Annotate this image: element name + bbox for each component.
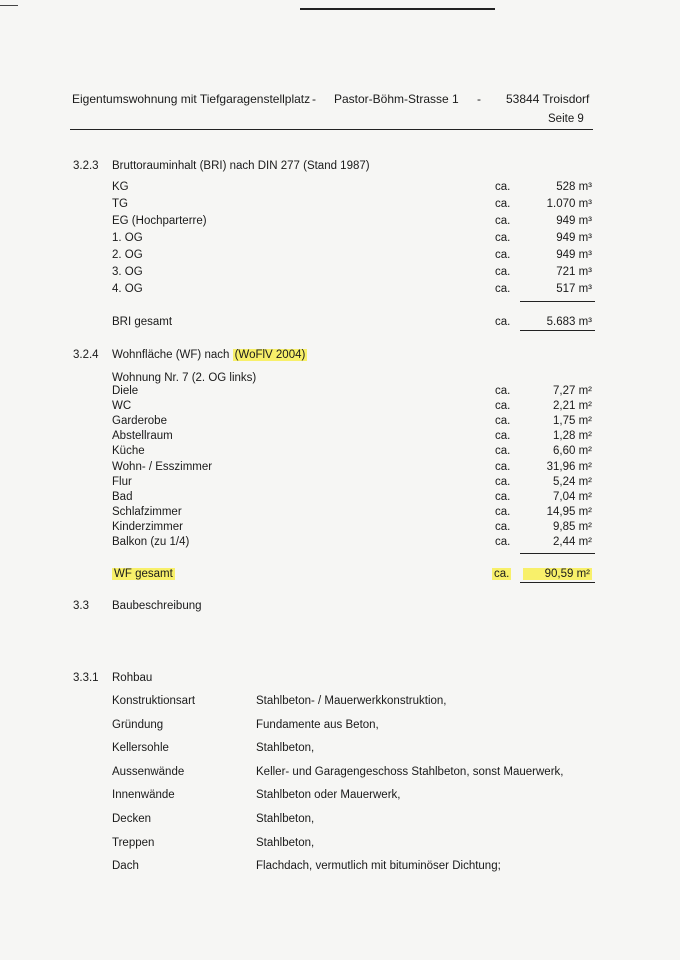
bri-label: TG xyxy=(112,198,128,210)
bri-total-value: 5.683 m³ xyxy=(546,316,592,328)
wf-value: 1,28 m² xyxy=(553,430,592,443)
wf-total-underline xyxy=(520,582,595,583)
wf-ca: ca. xyxy=(495,400,511,413)
section-number-rohbau: 3.3.1 xyxy=(73,672,99,684)
wf-ca: ca. xyxy=(495,445,511,458)
scan-artifact-line xyxy=(300,8,495,10)
wf-row xyxy=(0,385,680,400)
wf-value: 14,95 m² xyxy=(546,505,592,518)
bri-value: 517 m³ xyxy=(556,283,592,295)
header-rule xyxy=(70,129,593,130)
header-address: Pastor-Böhm-Strasse 1 xyxy=(334,92,459,106)
wf-value: 7,04 m² xyxy=(553,490,592,503)
bri-label: 1. OG xyxy=(112,232,143,244)
rohbau-text: Stahlbeton, xyxy=(256,742,315,755)
rohbau-label: Kellersohle xyxy=(112,742,169,755)
wf-row xyxy=(0,461,680,476)
wf-ca: ca. xyxy=(495,475,511,488)
rohbau-text: Stahlbeton oder Mauerwerk, xyxy=(256,789,401,802)
wf-value: 2,44 m² xyxy=(553,536,592,548)
bri-row xyxy=(0,283,680,298)
rohbau-text: Stahlbeton, xyxy=(256,813,315,825)
bri-total-row xyxy=(0,316,680,331)
bri-total-label: BRI gesamt xyxy=(112,316,173,328)
wf-ca: ca. xyxy=(495,415,511,428)
rohbau-text: Keller- und Garagengeschoss Stahlbeton, sonst Mauerwerk, xyxy=(256,765,564,778)
wf-title-highlight: (WoFlV 2004) xyxy=(234,349,306,361)
header-separator-2: - xyxy=(477,92,481,106)
bri-ca: ca. xyxy=(495,215,511,227)
bri-value: 949 m³ xyxy=(556,215,592,227)
rohbau-text: Stahlbeton, xyxy=(256,836,315,849)
wf-label: Diele xyxy=(112,385,139,397)
wf-value: 7,27 m² xyxy=(553,385,592,397)
rohbau-label: Decken xyxy=(112,813,151,825)
bri-label: 2. OG xyxy=(112,249,143,261)
wf-row xyxy=(0,400,680,415)
bri-row xyxy=(0,232,680,247)
wf-ca: ca. xyxy=(495,505,511,518)
bri-value: 949 m³ xyxy=(556,249,592,261)
wf-label: Schlafzimmer xyxy=(112,505,182,518)
bri-ca: ca. xyxy=(495,198,511,210)
section-title-wf xyxy=(112,349,307,361)
header-separator: - xyxy=(312,92,316,106)
wf-label: Kinderzimmer xyxy=(112,520,183,533)
wf-ca: ca. xyxy=(495,490,511,503)
wf-row xyxy=(0,445,680,460)
rohbau-label: Treppen xyxy=(112,836,155,849)
bri-total-underline xyxy=(520,330,595,331)
rohbau-label: Aussenwände xyxy=(112,765,185,778)
bri-row xyxy=(0,249,680,264)
bri-label: 4. OG xyxy=(112,283,143,295)
bri-value: 721 m³ xyxy=(556,266,592,278)
wf-label: WC xyxy=(112,400,132,413)
section-title-bri: Bruttorauminhalt (BRI) nach DIN 277 (Stand 1987) xyxy=(112,160,370,172)
bri-row xyxy=(0,266,680,281)
wf-ca: ca. xyxy=(495,385,511,397)
bri-value: 528 m³ xyxy=(556,181,592,193)
wf-ca: ca. xyxy=(495,430,511,443)
rohbau-text: Flachdach, vermutlich mit bituminöser Dichtung; xyxy=(256,860,501,873)
wf-value: 1,75 m² xyxy=(553,415,592,428)
section-number-wf: 3.2.4 xyxy=(73,349,99,361)
section-title-baubeschreibung: Baubeschreibung xyxy=(112,600,202,612)
bri-row xyxy=(0,215,680,230)
header-city: 53844 Troisdorf xyxy=(506,92,590,106)
rohbau-label: Gründung xyxy=(112,718,164,731)
wf-total-row xyxy=(0,568,680,583)
rohbau-label: Konstruktionsart xyxy=(112,695,196,707)
wf-label: Abstellraum xyxy=(112,430,173,443)
bri-ca: ca. xyxy=(495,283,511,295)
wf-label: Garderobe xyxy=(112,415,167,428)
bri-value: 1.070 m³ xyxy=(546,198,592,210)
wf-value: 9,85 m² xyxy=(553,520,592,533)
section-title-rohbau: Rohbau xyxy=(112,672,153,684)
wf-total-label: WF gesamt xyxy=(114,568,173,580)
bri-ca: ca. xyxy=(495,266,511,278)
wf-row xyxy=(0,430,680,445)
wf-value: 31,96 m² xyxy=(546,460,592,473)
wf-row xyxy=(0,491,680,506)
wf-ca: ca. xyxy=(495,460,511,473)
rohbau-text: Stahlbeton- / Mauerwerkkonstruktion, xyxy=(256,695,447,707)
rohbau-text: Fundamente aus Beton, xyxy=(256,718,379,731)
wf-label: Bad xyxy=(112,490,133,503)
wf-ca: ca. xyxy=(495,536,511,548)
page-number: Seite 9 xyxy=(548,113,584,125)
wf-label: Balkon (zu 1/4) xyxy=(112,536,190,548)
bri-total-ca: ca. xyxy=(495,316,511,328)
wf-label: Wohn- / Esszimmer xyxy=(112,460,213,473)
wf-row xyxy=(0,415,680,430)
wf-row xyxy=(0,521,680,536)
wf-subtitle: Wohnung Nr. 7 (2. OG links) xyxy=(112,372,257,384)
section-number-baubeschreibung: 3.3 xyxy=(73,600,89,612)
bri-ca: ca. xyxy=(495,181,511,193)
bri-sum-rule xyxy=(520,301,595,302)
bri-label: EG (Hochparterre) xyxy=(112,215,207,227)
wf-label: Flur xyxy=(112,475,132,488)
rohbau-label: Dach xyxy=(112,860,139,873)
wf-total-value: 90,59 m² xyxy=(523,568,592,580)
wf-row xyxy=(0,536,680,551)
wf-sum-rule xyxy=(520,553,595,554)
wf-row xyxy=(0,506,680,521)
wf-title-prefix: Wohnfläche (WF) nach xyxy=(112,349,230,361)
bri-label: KG xyxy=(112,181,129,193)
scan-artifact-mark xyxy=(0,5,18,6)
rohbau-label: Innenwände xyxy=(112,789,175,802)
bri-ca: ca. xyxy=(495,249,511,261)
wf-ca: ca. xyxy=(495,520,511,533)
wf-label: Küche xyxy=(112,445,145,458)
bri-label: 3. OG xyxy=(112,266,143,278)
header-title: Eigentumswohnung mit Tiefgaragenstellplatz xyxy=(72,92,311,106)
wf-value: 2,21 m² xyxy=(553,400,592,413)
wf-total-ca: ca. xyxy=(494,568,510,580)
bri-ca: ca. xyxy=(495,232,511,244)
wf-row xyxy=(0,476,680,491)
wf-value: 6,60 m² xyxy=(553,445,592,458)
section-number-bri: 3.2.3 xyxy=(73,160,99,172)
bri-value: 949 m³ xyxy=(556,232,592,244)
bri-row xyxy=(0,198,680,213)
bri-row xyxy=(0,181,680,196)
wf-value: 5,24 m² xyxy=(553,475,592,488)
